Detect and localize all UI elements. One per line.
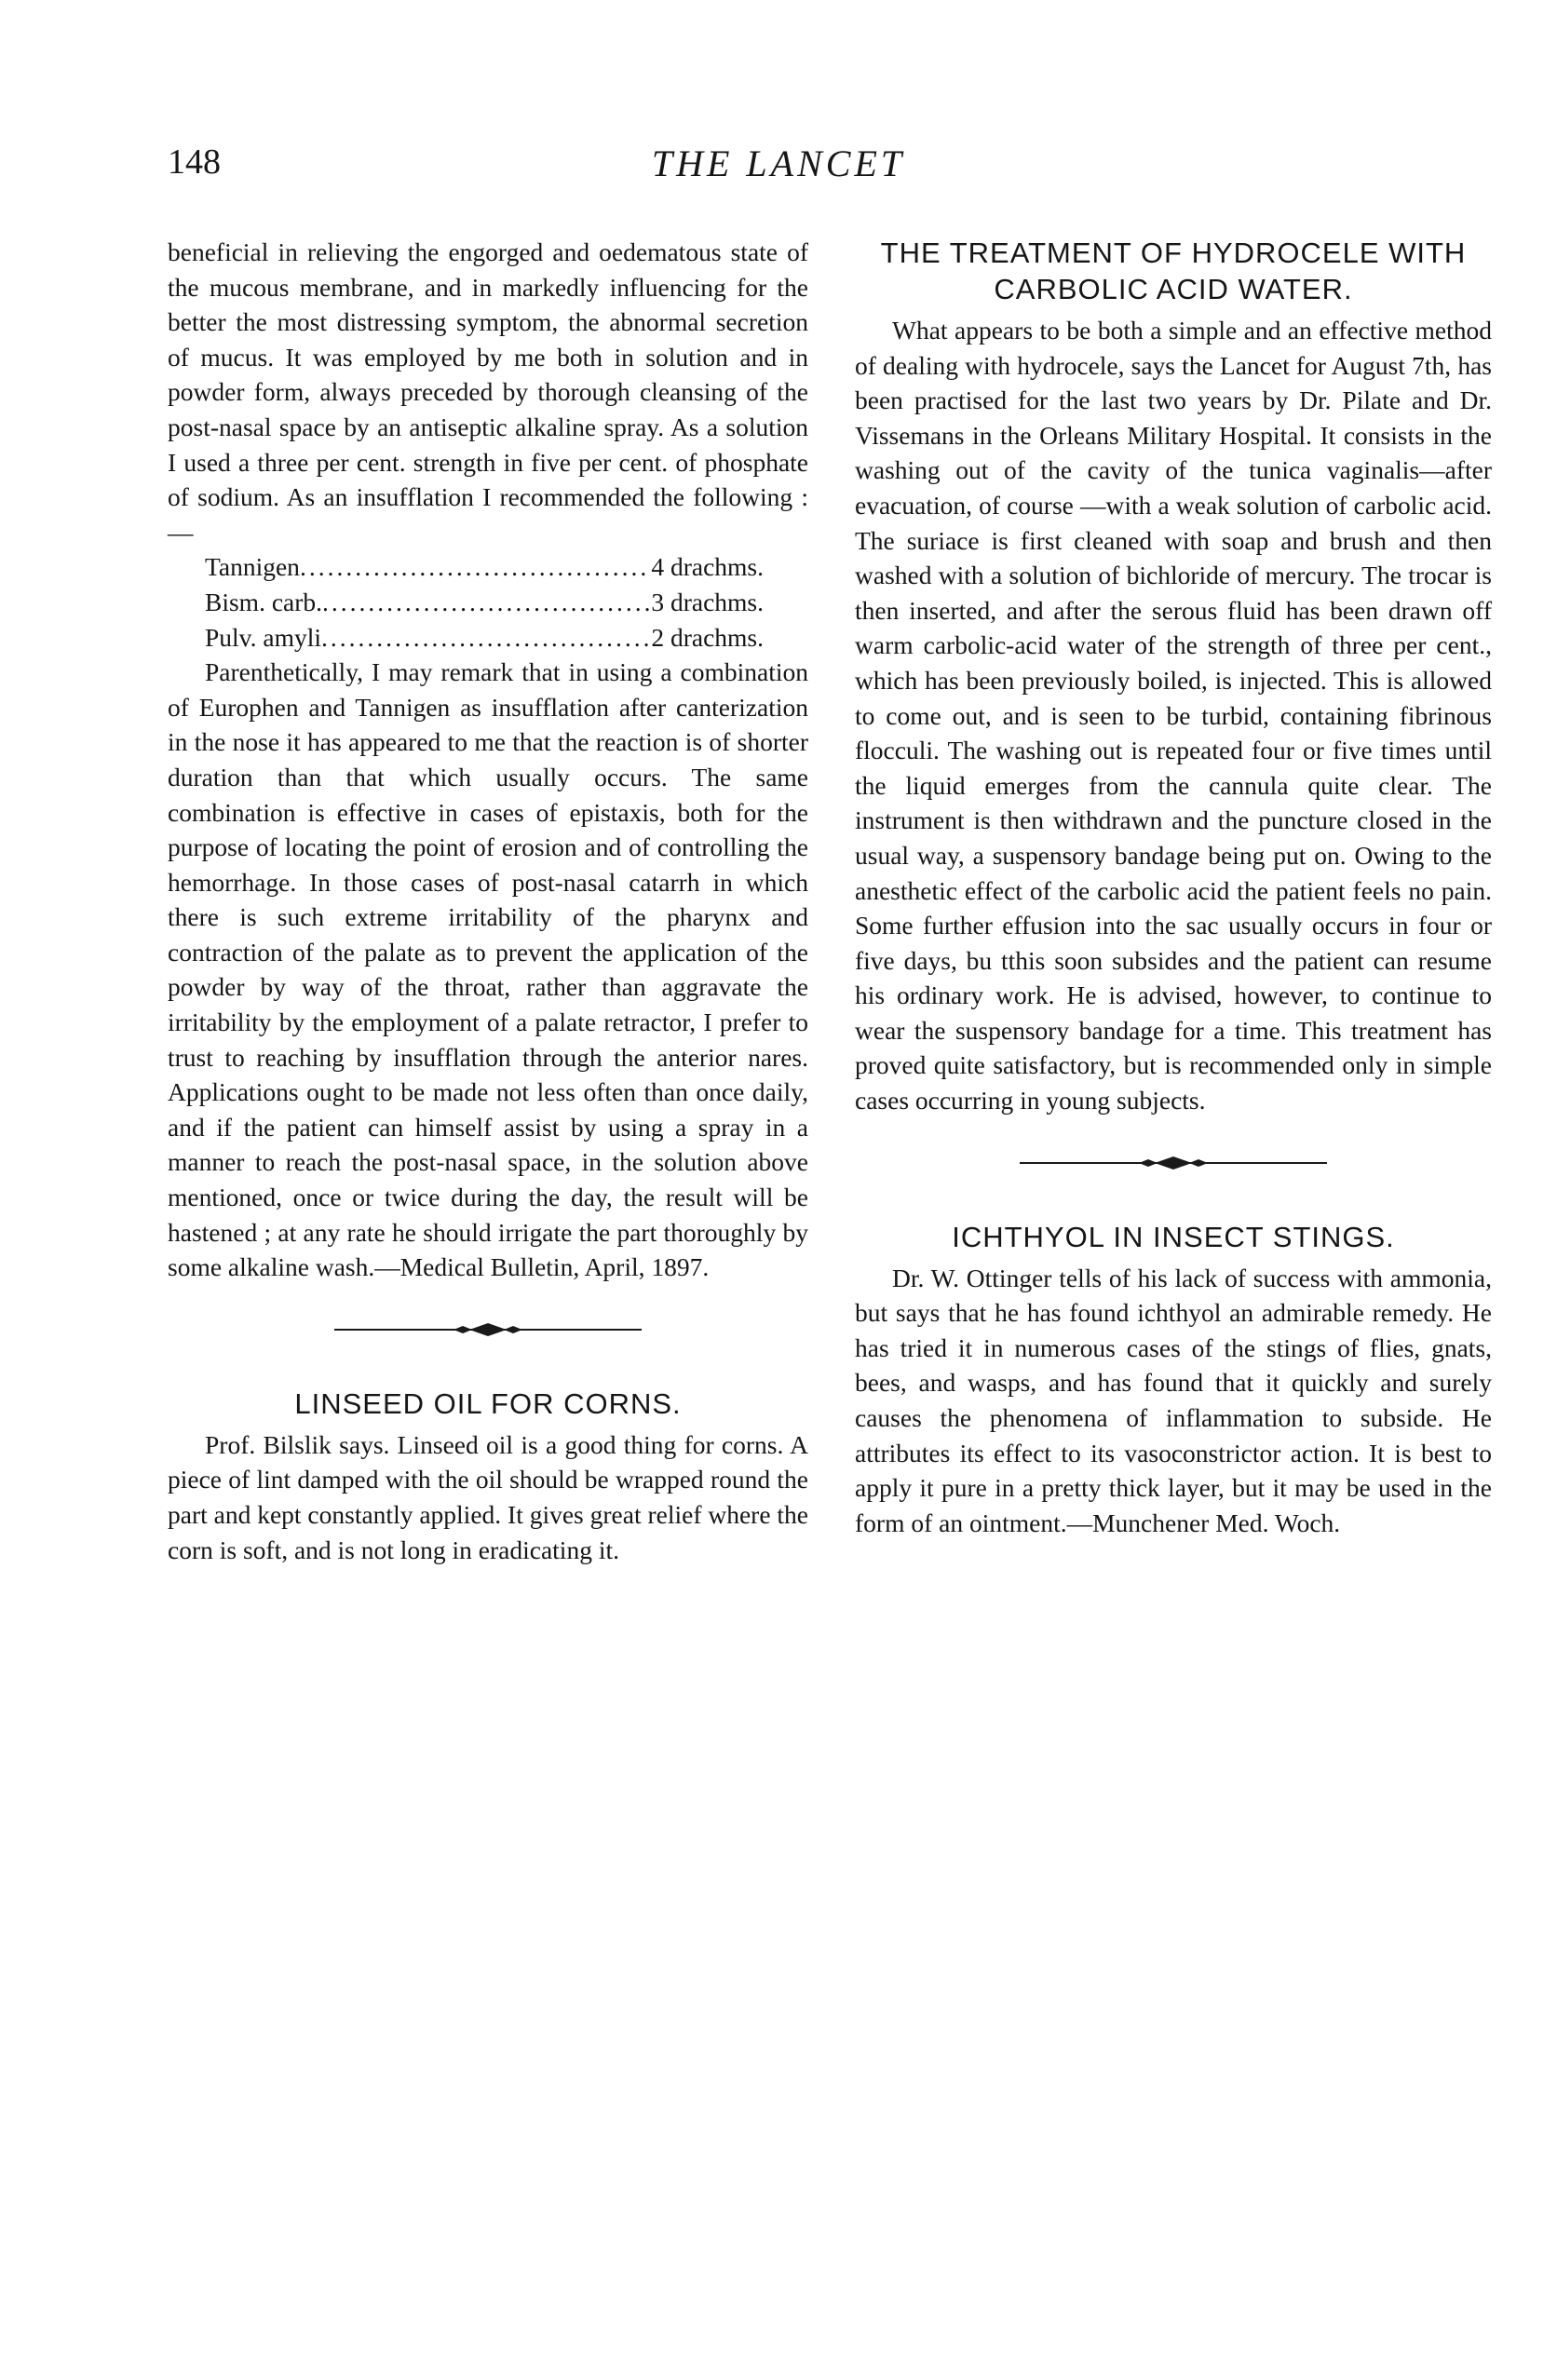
running-title: THE LANCET <box>651 142 906 184</box>
recipe-ingredient: Bism. carb. <box>205 587 323 616</box>
leader-dots <box>300 549 651 585</box>
insufflation-recipe <box>205 549 764 655</box>
page-number: 148 <box>168 142 221 182</box>
leader-dots <box>321 620 651 656</box>
section-divider-ornament <box>1020 1154 1327 1172</box>
article-title-linseed-oil: LINSEED OIL FOR CORNS. <box>294 1386 682 1420</box>
recipe-amount: 4 drachms. <box>651 552 764 582</box>
article-title-hydrocele: THE TREATMENT OF HYDROCELE WITH CARBOLIC ACID WATER. <box>880 237 1467 305</box>
recipe-ingredient: Tannigen <box>205 552 300 582</box>
article-body-linseed-oil: Prof. Bilslik says. Linseed oil is a good thing for corns. A piece of lint damped with the oil should be wrapped round the part and kept constantly applied. It gives great relief where the corn is soft, and is not long in eradicating it. <box>168 1429 808 1564</box>
paragraph-parenthetically: Parenthetically, I may remark that in using a combination of Europhen and Tannigen as insufflation after canterization in the nose it has appeared to me that the reaction is of shorter duration than that which usually occurs. The same combination is effective in cases of epistaxis, both for the purpose of locating the point of erosion and of controlling the hemorrhage. In those cases of post-nasal catarrh in which there is such extreme irritability of the pharynx and contraction of the palate as to prevent the application of the powder by way of the throat, rather than aggravate the irritability by the employment of a palate retractor, I prefer to trust to reaching by insufflation through the anterior nares. Applications ought to be made not less often than once daily, and if the patient can himself assist by using a spray in a manner to reach the post-nasal space, in the solution above mentioned, once or twice during the day, the result will be hastened ; at any rate he should irrigate the part thoroughly by some alkaline wash.—Medical Bulletin, April, 1897. <box>168 657 808 1282</box>
article-body-ichthyol: Dr. W. Ottinger tells of his lack of success with ammonia, but says that he has found ichthyol an admirable remedy. He has tried it in numerous cases of the stings of flies, gnats, bees, and wasps, and has found that it quickly and surely causes the phenomena of inflammation to subside. He attributes its effect to its vasoconstrictor action. It is best to apply it pure in a pretty thick layer, but it may be used in the form of an ointment.—Munchener Med. Woch. <box>855 1263 1492 1537</box>
recipe-amount: 2 drachms. <box>651 622 764 652</box>
leader-dots <box>322 585 651 620</box>
recipe-line <box>205 585 764 620</box>
recipe-amount: 3 drachms. <box>651 587 764 616</box>
article-body-hydrocele: What appears to be both a simple and an effective method of dealing with hydrocele, says the Lancet for August 7th, has been practised for the last two years by Dr. Pilate and Dr. Vissemans in the Orleans Military Hospital. It consists in the washing out of the cavity of the tunica vaginalis—after evacuation, of course —with a weak solution of carbolic acid. The suriace is first cleaned with soap and brush and then washed with a solution of bichloride of mercury. The trocar is then inserted, and after the serous fluid has been drawn off warm carbolic-acid water of the strength of three per cent., which has been previously boiled, is injected. This is allowed to come out, and is seen to be turbid, containing fibrinous flocculi. The washing out is repeated four or five times until the liquid emerges from the cannula quite clear. The instrument is then withdrawn and the puncture closed in the usual way, a suspensory bandage being put on. Owing to the anesthetic effect of the carbolic acid the patient feels no pain. Some further effusion into the sac usually occurs in four or five days, bu tthis soon subsides and the patient can resume his ordinary work. He is advised, however, to continue to wear the suspensory bandage for a time. This treatment has proved quite satisfactory, but is recommended only in simple cases occurring in young subjects. <box>855 316 1492 1116</box>
recipe-line <box>205 620 764 656</box>
left-column <box>168 235 808 1567</box>
page-header <box>0 142 1557 197</box>
continued-paragraph: beneficial in relieving the engorged and oedematous state of the mucous membrane, and in markedly influencing for the better the most distressing symptom, the abnormal secretion of mucus. It was employed by me both in solution and in powder form, always preceded by thorough cleansing of the post-nasal space by an antiseptic alkaline spray. As a solution I used a three per cent. strength in five per cent. of phosphate of sodium. As an insufflation I recommended the following :— <box>168 237 808 547</box>
right-column <box>855 235 1492 1540</box>
recipe-line <box>205 549 764 585</box>
recipe-ingredient: Pulv. amyli <box>205 622 322 652</box>
article-title-ichthyol: ICHTHYOL IN INSECT STINGS. <box>952 1220 1395 1253</box>
section-divider-ornament <box>334 1320 642 1339</box>
